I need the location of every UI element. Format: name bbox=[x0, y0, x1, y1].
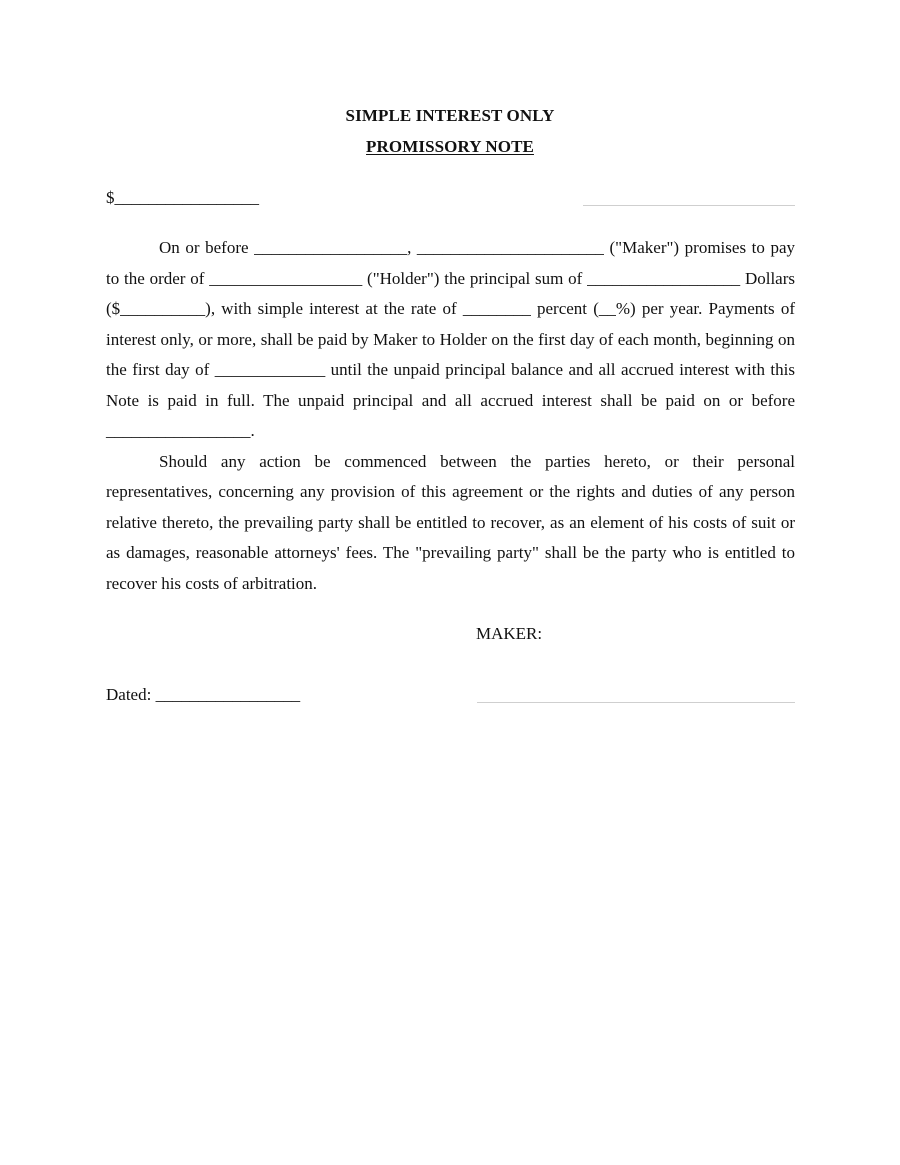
attorneys-fees-paragraph: Should any action be commenced between the parties hereto, or their personal representatives, concerning any provision of this agreement or the rights and duties of any person relative thereto, the prevailing party shall be entitled to recover, as an element of his costs of suit or as damages, reasonable attorneys' fees. The "prevailing party" shall be the party who is entitled to recover his costs of arbitration. bbox=[106, 451, 795, 593]
principal-amount-blank: $_________________ bbox=[106, 188, 259, 207]
dated-line: Dated: _________________ bbox=[106, 685, 301, 704]
terms-paragraph: On or before __________________, ______________________ ("Maker") promises to pay to the order of __________________ ("Holder") the principal sum of __________________ Dollars ($__________), with simple interest at the rate of ________ percent (__%) per year. Payments of interest only, or more, shall be paid by Maker to Holder on the first day of each month, beginning on the first day of _____________ until the unpaid principal balance and all accrued interest with this Note is paid in full. The unpaid principal and all accrued interest shall be paid on or before _________________. bbox=[106, 238, 795, 440]
maker-label: MAKER: bbox=[476, 624, 543, 643]
location-date-rule bbox=[583, 205, 795, 206]
document-subtitle: PROMISSORY NOTE bbox=[366, 137, 534, 156]
note-body bbox=[106, 233, 795, 599]
maker-signature-line bbox=[477, 702, 795, 703]
document-title: SIMPLE INTEREST ONLY bbox=[345, 106, 555, 125]
